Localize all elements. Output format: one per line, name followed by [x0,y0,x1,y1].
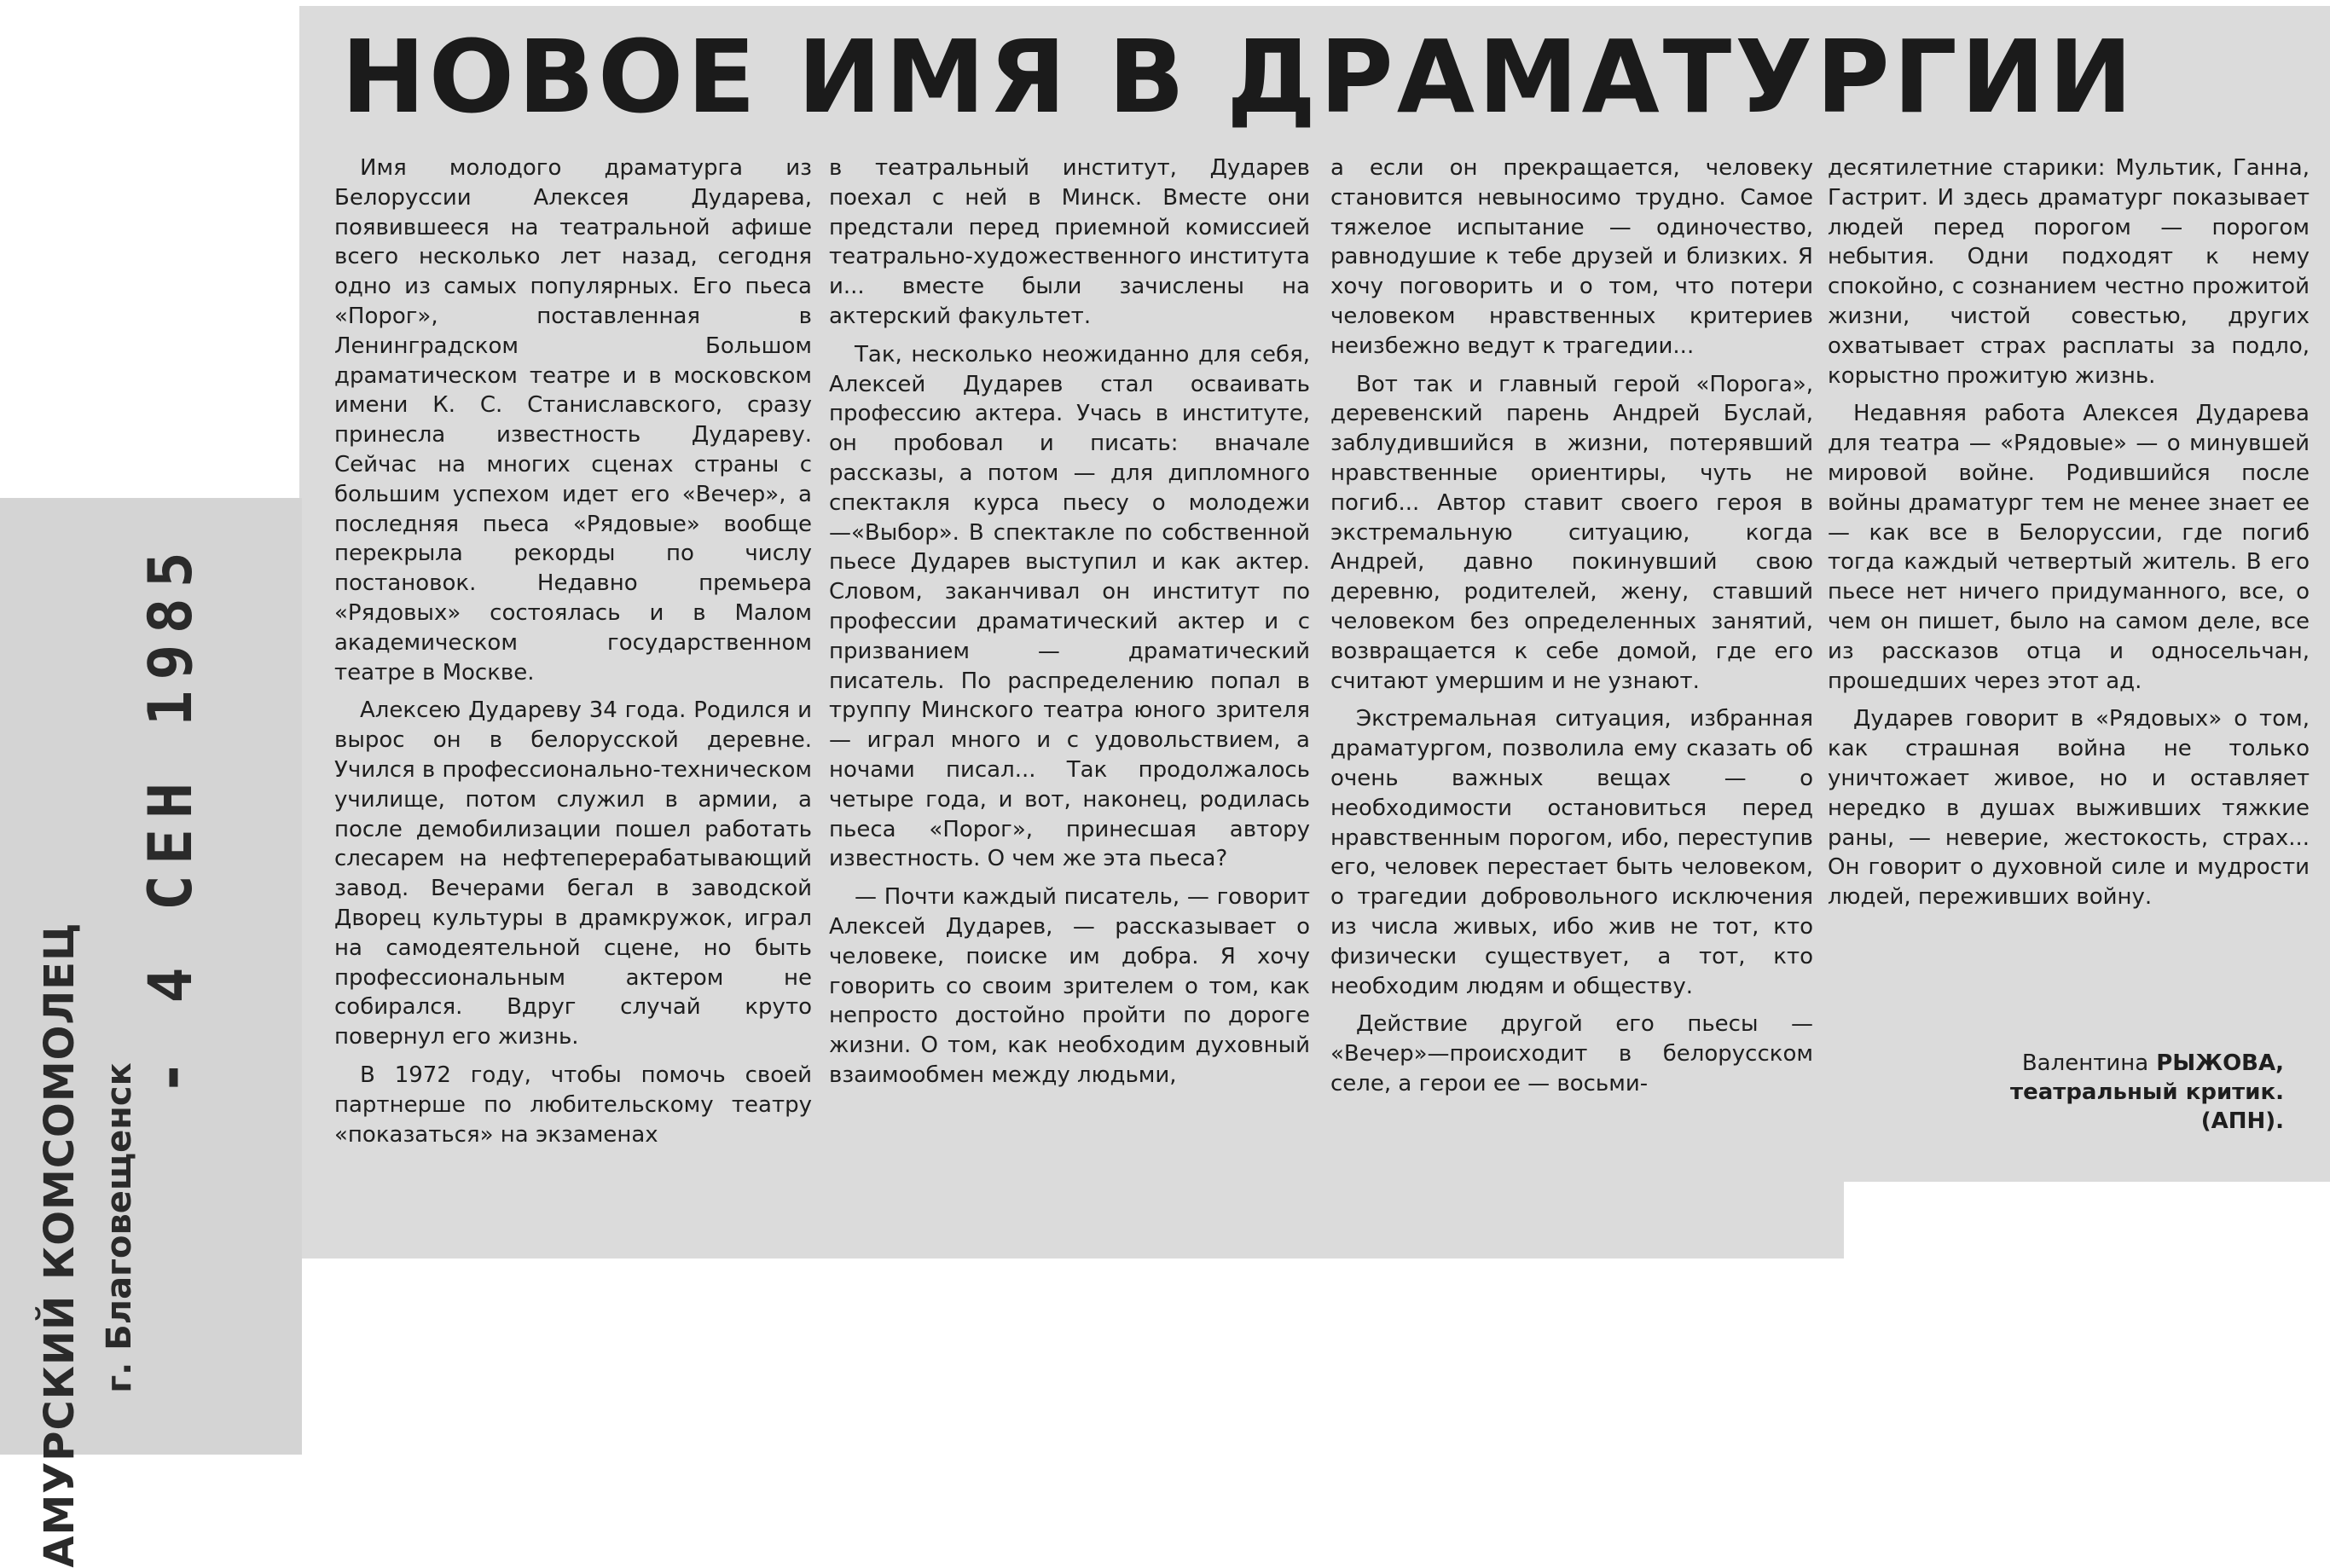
paragraph: а если он прекращается, человеку становится невыносимо трудно. Самое тяжелое испытание — одиночество, равнодушие к тебе друзей и близких. Я хочу поговорить и о том, что потери человеком нравственных критериев неизбежно ведут к трагедии... [1330,155,1813,359]
article-column-2 [829,153,1310,1099]
paragraph: Недавняя работа Алексея Дударева для театра — «Рядовые» — о минувшей мировой войне. Родившийся после войны драматург тем не менее знает ее — как все в Белоруссии, где погиб тогда каждый четвертый житель. В его пьесе нет ничего придуманного, все, о чем он пишет, было на самом деле, все из рассказов отца и односельчан, прошедших через этот ад. [1828,401,2310,694]
paragraph: В 1972 году, чтобы помочь своей партнерше по любительскому театру «показаться» на экзаменах [334,1062,812,1148]
author-name: Валентина РЫЖОВА, [2021,1050,2284,1076]
author-role: театральный критик. [2010,1079,2284,1105]
date-stamp: - 4 СЕН 1985 [136,541,206,1096]
paragraph: в театральный институт, Дударев поехал с ней в Минск. Вместе они предстали перед приемной комиссией театрально-художественного института и... вместе были зачислены на актерский факультет. [829,155,1310,329]
author-signature [1828,1049,2284,1136]
paragraph: десятилетние старики: Мультик, Ганна, Гастрит. И здесь драматург показывает людей перед порогом — порогом небытия. Одни подходят к нему спокойно, с сознанием честно прожитой жизни, чистой совестью, других охватывает страх расплаты за подло, корыстно прожитую жизнь. [1828,155,2310,389]
paragraph: Имя молодого драматурга из Белоруссии Алексея Дударева, появившееся на театральной афише всего несколько лет назад, сегодня одно из самых популярных. Его пьеса «Порог», поставленная в Ленинградском Большом драматическом театре и в московском имени К. С. Станиславского, сразу принесла известность Дудареву. Сейчас на многих сценах страны с большим успехом идет его «Вечер», а последняя пьеса «Рядовые» вообще перекрыла рекорды по числу постановок. Недавно премьера «Рядовых» состоялась и в Малом академическом государственном театре в Москве. [334,155,812,686]
paragraph: Дударев говорит в «Рядовых» о том, как страшная война не только уничтожает живое, но и оставляет нередко в душах выживших тяжкие раны, — неверие, жестокость, страх... Он говорит о духовной силе и мудрости людей, переживших войну. [1828,706,2310,911]
article-column-4 [1828,153,2310,921]
news-agency: (АПН). [2200,1108,2284,1134]
paragraph: Действие другой его пьесы — «Вечер»—происходит в белорусском селе, а герои ее — восьми- [1330,1011,1813,1096]
clipping-cut-corner [1844,1182,2330,1258]
article-column-3 [1330,153,1813,1108]
paragraph: — Почти каждый писатель, — говорит Алексей Дударев, — рассказывает о человеке, поиске им добра. Я хочу говорить со своим зрителем о том, как непросто достойно пройти по дороге жизни. О том, как необходим духовный взаимообмен между людьми, [829,884,1310,1088]
paragraph: Алексею Дудареву 34 года. Родился и вырос он в белорусской деревне. Учился в профессионально-техническом училище, потом служил в армии, а после демобилизации пошел работать слесарем на нефтеперерабатывающий завод. Вечерами бегал в заводской Дворец культуры в драмкружок, играл на самодеятельной сцене, но быть профессиональным актером не собирался. Вдруг случай круто повернул его жизнь. [334,697,813,1050]
newspaper-name-stamp: АМУРСКИЙ КОМСОМОЛЕЦ [36,922,84,1568]
clipping-bottom-strip [299,1243,1857,1258]
article-column-1 [334,153,812,1158]
article-headline: НОВОЕ ИМЯ В ДРАМАТУРГИИ [341,18,2136,136]
newspaper-city-stamp: г. Благовещенск [100,1062,139,1393]
paragraph: Так, несколько неожиданно для себя, Алексей Дударев стал осваивать профессию актера. Учась в институте, он пробовал и писать: вначале рассказы, а потом — для дипломного спектакля курса пьесу о молодежи—«Выбор». В спектакле по собственной пьесе Дударев выступил и как актер. Словом, заканчивал он институт по профессии драматический актер и с призванием — драматический писатель. По распределению попал в труппу Минского театра юного зрителя — играл много и с удовольствием, а ночами писал... Так продолжалось четыре года, и вот, наконец, родилась пьеса «Порог», принесшая автору известность. О чем же эта пьеса? [829,341,1310,872]
paragraph: Экстремальная ситуация, избранная драматургом, позволила ему сказать об очень важных вещах — о необходимости остановиться перед нравственным порогом, ибо, переступив его, человек перестает быть человеком, о трагедии добровольного исключения из числа живых, ибо жив не тот, кто физически существует, а тот, кто необходим людям и обществу. [1330,706,1813,999]
paragraph: Вот так и главный герой «Порога», деревенский парень Андрей Буслай, заблудившийся в жизни, потерявший нравственные ориентиры, чуть не погиб... Автор ставит своего героя в экстремальную ситуацию, когда Андрей, давно покинувший свою деревню, родителей, жену, ставший человеком без определенных занятий, возвращается к себе домой, где его считают умершим и не узнают. [1330,371,1813,694]
